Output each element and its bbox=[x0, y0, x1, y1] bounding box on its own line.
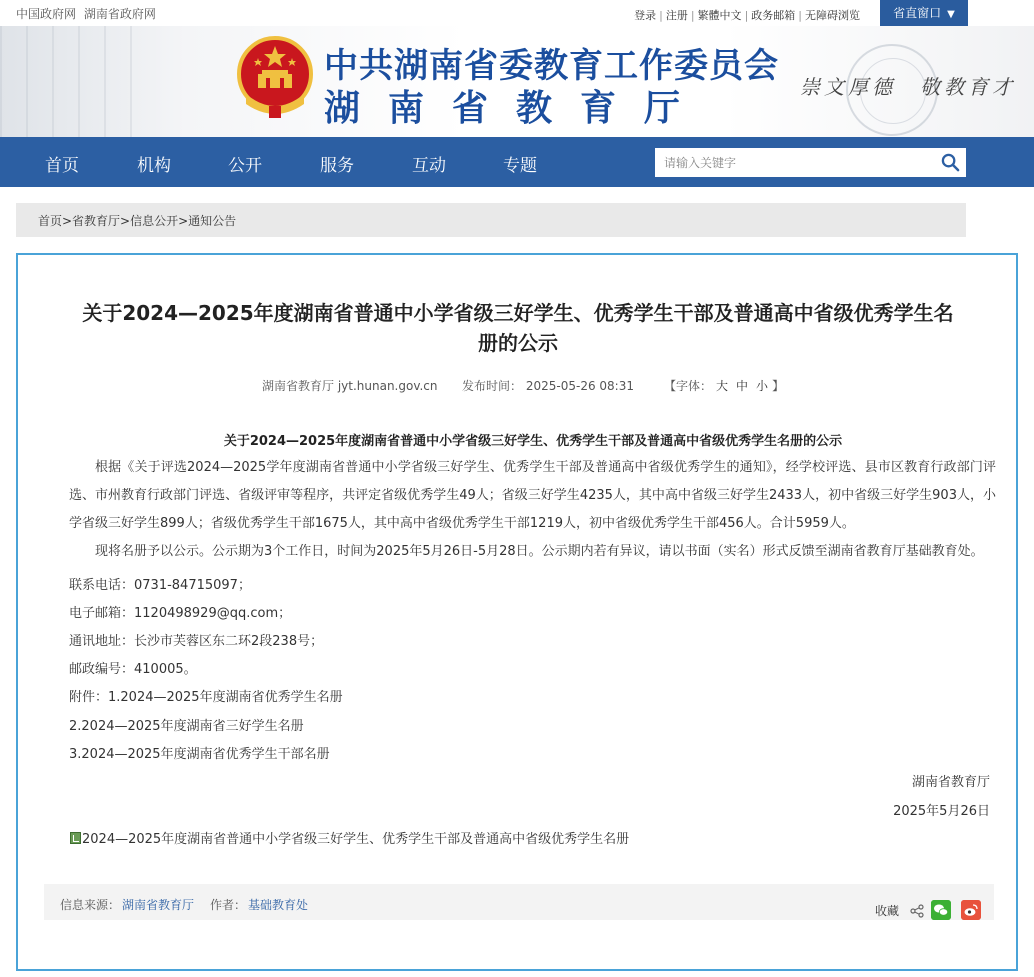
signer: 湖南省教育厅 bbox=[911, 775, 990, 790]
font-size-label: 【字体： bbox=[664, 379, 713, 393]
banner-title-sub: 湖南省教育厅 bbox=[324, 88, 709, 129]
sign-date: 2025年5月26日 bbox=[893, 804, 990, 819]
font-large-button[interactable]: 大 bbox=[716, 379, 729, 393]
provincial-window-label: 省直窗口 bbox=[893, 6, 942, 20]
provincial-window-button[interactable] bbox=[880, 0, 968, 27]
divider: | bbox=[690, 9, 695, 22]
contact-phone: 联系电话：0731-84715097； bbox=[69, 578, 251, 593]
page-title-line1: 关于2024—2025年度湖南省普通中小学省级三好学生、优秀学生干部及普通高中省级优秀学生名 bbox=[82, 301, 954, 325]
nav-item-disclosure[interactable]: 公开 bbox=[228, 156, 262, 176]
nav-item-organization[interactable]: 机构 bbox=[137, 156, 171, 176]
font-medium-button[interactable]: 中 bbox=[736, 379, 749, 393]
author-value[interactable]: 基础教育处 bbox=[248, 898, 309, 912]
font-size-close: 】 bbox=[772, 379, 785, 393]
author-label: 作者： bbox=[210, 898, 247, 912]
nav-item-home[interactable]: 首页 bbox=[45, 156, 79, 176]
contact-postcode: 邮政编号：410005。 bbox=[69, 662, 197, 677]
site-banner bbox=[0, 26, 1034, 137]
article-footer bbox=[44, 884, 994, 920]
publish-label: 发布时间： bbox=[462, 379, 523, 393]
banner-motto: 崇文厚德 敬教育才 bbox=[800, 75, 1016, 99]
search-input[interactable] bbox=[655, 148, 925, 177]
favorite-button[interactable]: 收藏 bbox=[875, 904, 900, 918]
attachment-link[interactable] bbox=[70, 828, 629, 847]
paragraph-1 bbox=[69, 454, 996, 538]
attachment-note-3: 3.2024—2025年度湖南省优秀学生干部名册 bbox=[69, 747, 330, 762]
page-title bbox=[48, 298, 988, 358]
login-link[interactable]: 登录 bbox=[634, 9, 657, 22]
info-source-label: 信息来源： bbox=[60, 898, 121, 912]
wechat-icon[interactable] bbox=[931, 900, 951, 920]
account-links bbox=[634, 7, 860, 23]
banner-decoration bbox=[0, 26, 150, 137]
divider: | bbox=[798, 9, 802, 22]
accessibility-link[interactable]: 无障碍浏览 bbox=[805, 9, 860, 22]
register-link[interactable]: 注册 bbox=[665, 9, 688, 22]
paragraph-1-text: 根据《关于评选2024—2025学年度湖南省普通中小学省级三好学生、优秀学生干部及普通高中省级优秀学生的通知》，经学校评选、县市区教育行政部门评选、市州教育行政部门评选、省级评审等程序，共评定省级优秀学生49人；省级三好学生4235人，其中高中省级三好学生2433人，初中省级三好学生903人，小学省级三好学生899人；省级优秀学生干部1675人，其中高中省级优秀学生干部1219人，初中省级优秀学生干部456人。合计5959人。 bbox=[69, 460, 996, 531]
divider: | bbox=[659, 9, 663, 22]
contact-address: 通讯地址：长沙市芙蓉区东二环2段238号； bbox=[69, 634, 324, 649]
article-heading: 关于2024—2025年度湖南省普通中小学省级三好学生、优秀学生干部及普通高中省级优秀学生名册的公示 bbox=[223, 434, 843, 449]
gov-link-hunan[interactable]: 湖南省政府网 bbox=[83, 7, 156, 21]
excel-file-icon bbox=[70, 832, 81, 844]
nav-item-topics[interactable]: 专题 bbox=[503, 156, 537, 176]
font-size-switcher bbox=[664, 377, 784, 394]
info-source-value[interactable]: 湖南省教育厅 bbox=[122, 898, 195, 912]
top-utility-bar bbox=[0, 0, 1034, 26]
article-panel bbox=[16, 253, 1018, 971]
attachment-note-1: 附件：1.2024—2025年度湖南省优秀学生名册 bbox=[69, 690, 343, 705]
publish-time: 2025-05-26 08:31 bbox=[525, 379, 634, 393]
weibo-icon[interactable] bbox=[961, 900, 981, 920]
main-nav bbox=[0, 137, 1034, 187]
nav-item-interaction[interactable]: 互动 bbox=[412, 156, 446, 176]
attachment-link-label: 2024—2025年度湖南省普通中小学省级三好学生、优秀学生干部及普通高中省级优秀学生名册 bbox=[82, 832, 630, 847]
breadcrumb[interactable]: 首页>省教育厅>信息公开>通知公告 bbox=[16, 203, 966, 237]
info-source bbox=[60, 896, 194, 913]
font-small-button[interactable]: 小 bbox=[756, 379, 769, 393]
nav-item-service[interactable]: 服务 bbox=[320, 156, 354, 176]
caret-down-icon: ▼ bbox=[947, 9, 955, 20]
contact-email: 电子邮箱：1120498929@qq.com； bbox=[69, 606, 292, 621]
gov-mail-link[interactable]: 政务邮箱 bbox=[751, 9, 796, 22]
publish-info bbox=[462, 377, 634, 394]
page-title-line2: 册的公示 bbox=[478, 331, 558, 355]
national-emblem-icon bbox=[236, 34, 314, 122]
search-icon[interactable] bbox=[941, 153, 960, 172]
article-source: 湖南省教育厅 jyt.hunan.gov.cn bbox=[262, 379, 438, 393]
banner-title-main: 中共湖南省委教育工作委员会 bbox=[324, 46, 779, 86]
paragraph-2: 现将名册予以公示。公示期为3个工作日，时间为2025年5月26日-5月28日。公示期内若有异议，请以书面（实名）形式反馈至湖南省教育厅基础教育处。 bbox=[95, 544, 984, 559]
gov-links bbox=[16, 5, 160, 22]
attachment-note-2: 2.2024—2025年度湖南省三好学生名册 bbox=[69, 719, 304, 734]
author-info bbox=[210, 896, 308, 913]
share-icon[interactable] bbox=[910, 904, 924, 918]
gov-link-china[interactable]: 中国政府网 bbox=[16, 7, 77, 21]
traditional-chinese-link[interactable]: 繁體中文 bbox=[697, 9, 742, 22]
divider: | bbox=[744, 9, 749, 22]
search-box bbox=[655, 148, 966, 177]
